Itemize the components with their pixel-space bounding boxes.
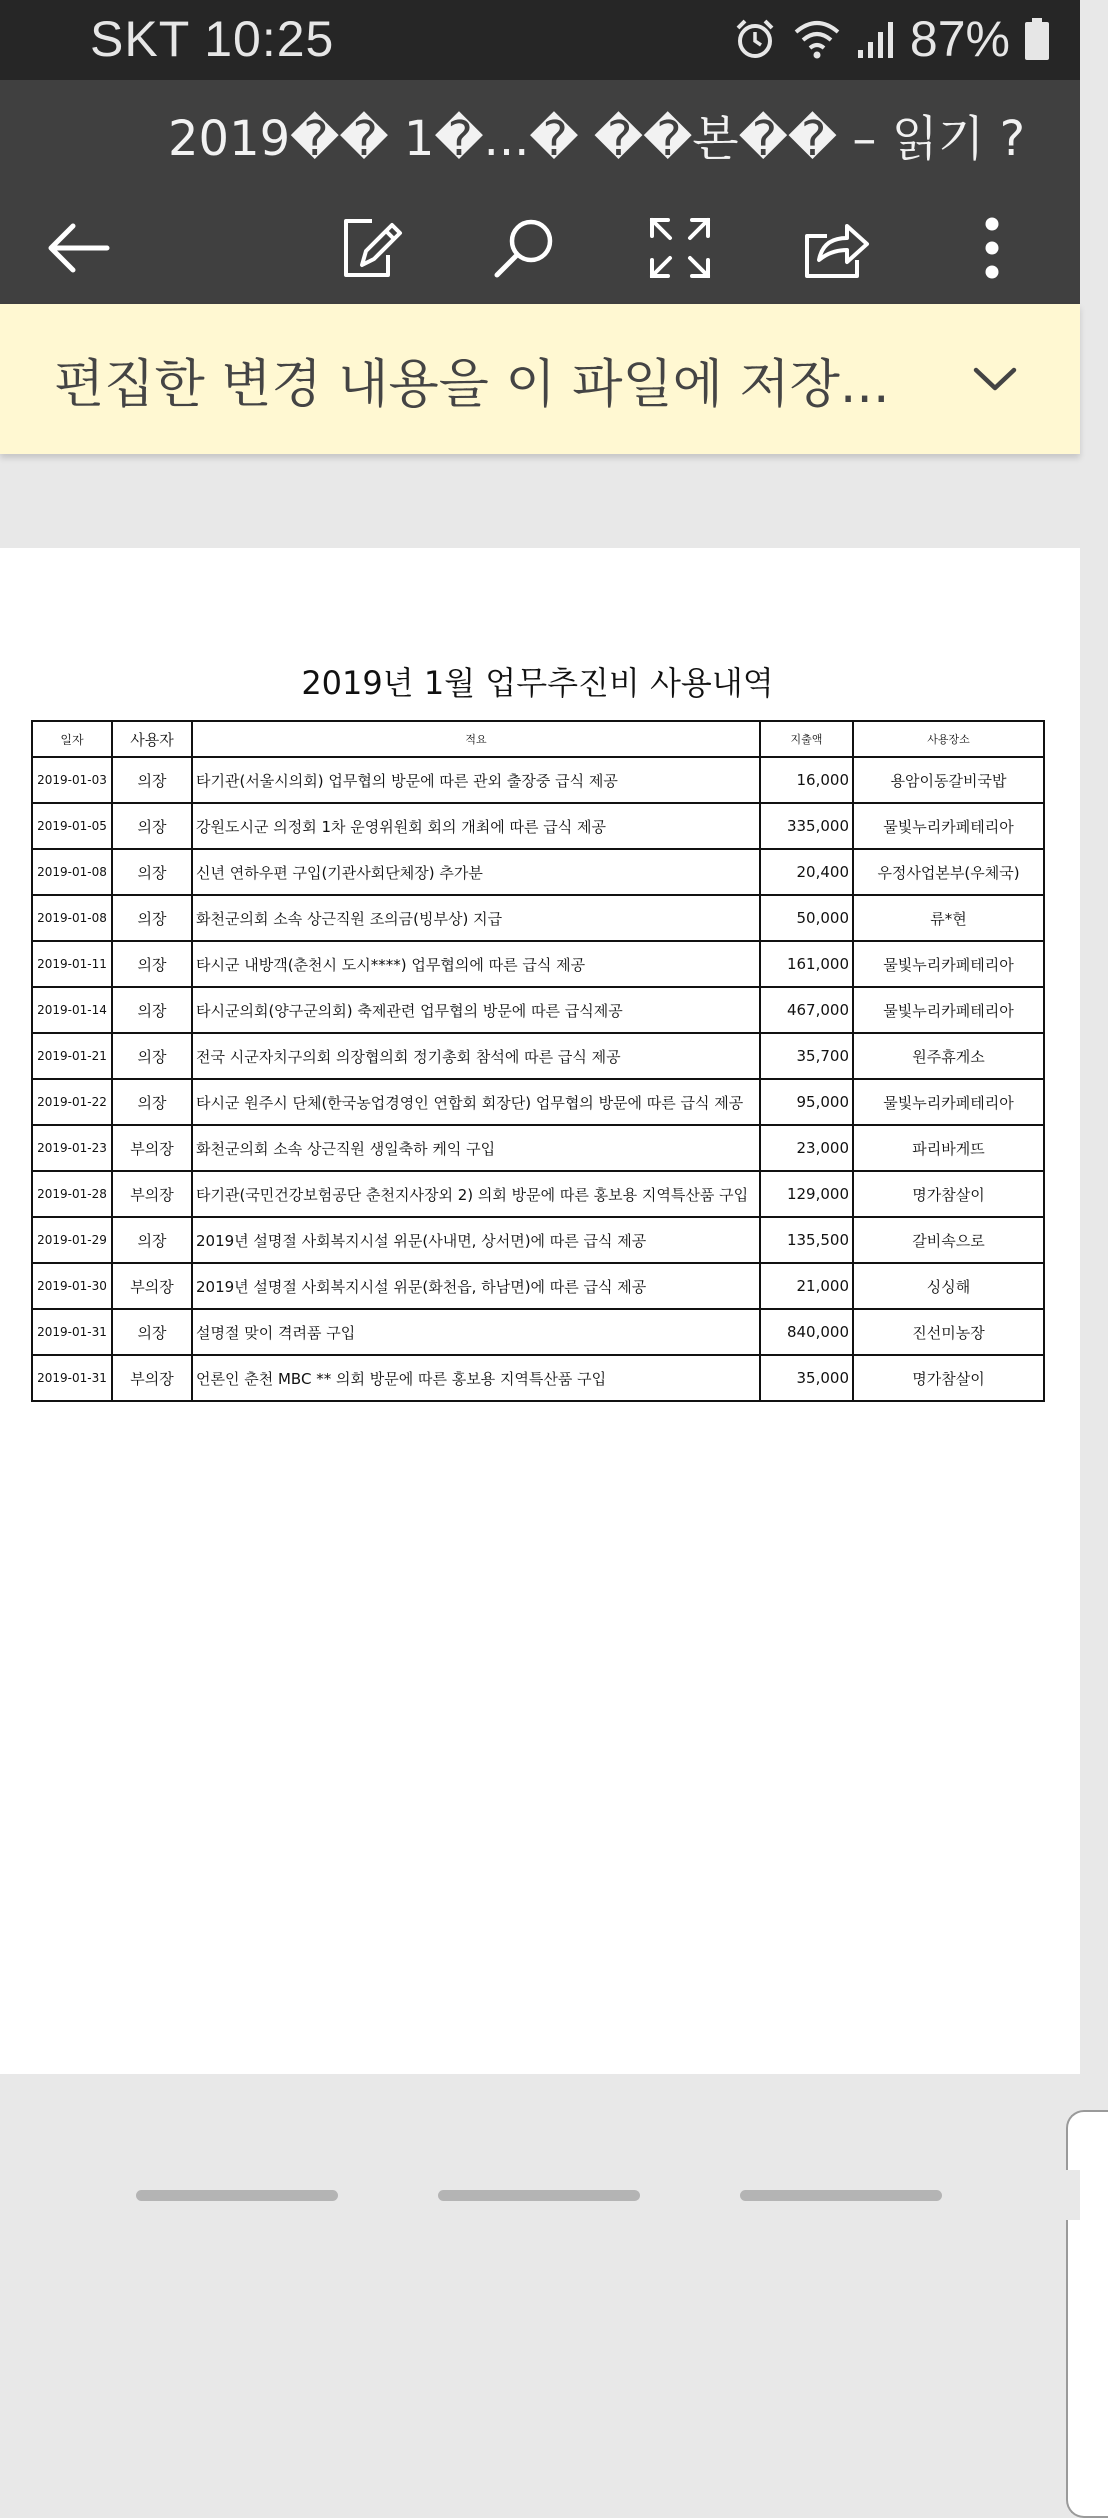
cell-date: 2019-01-23 — [32, 1125, 112, 1171]
cell-user: 부의장 — [112, 1355, 192, 1401]
cell-user: 의장 — [112, 849, 192, 895]
cell-amount: 335,000 — [760, 803, 853, 849]
cell-user: 부의장 — [112, 1263, 192, 1309]
cell-amount: 35,700 — [760, 1033, 853, 1079]
cell-description: 타시군 내방객(춘천시 도시****) 업무협의에 따른 급식 제공 — [192, 941, 760, 987]
cell-description: 2019년 설명절 사회복지시설 위문(사내면, 상서면)에 따른 급식 제공 — [192, 1217, 760, 1263]
cell-user: 의장 — [112, 1079, 192, 1125]
back-arrow-icon — [43, 218, 113, 282]
save-changes-text: 편집한 변경 내용을 이 파일에 저장... — [54, 355, 890, 415]
edit-icon — [340, 215, 404, 285]
table-header-row — [32, 721, 1044, 757]
table-row — [32, 1309, 1044, 1355]
toolbar — [0, 190, 1080, 304]
cell-amount: 20,400 — [760, 849, 853, 895]
more-vert-icon — [982, 216, 1002, 284]
cell-date: 2019-01-28 — [32, 1171, 112, 1217]
cell-date: 2019-01-31 — [32, 1355, 112, 1401]
nav-recent-apps[interactable] — [136, 2190, 338, 2201]
cell-date: 2019-01-08 — [32, 895, 112, 941]
cell-amount: 35,000 — [760, 1355, 853, 1401]
cell-user: 의장 — [112, 987, 192, 1033]
column-header-description: 적요 — [192, 721, 760, 757]
cell-description: 강원도시군 의정회 1차 운영위원회 회의 개최에 따른 급식 제공 — [192, 803, 760, 849]
cell-place: 용암이동갈비국밥 — [853, 757, 1044, 803]
table-row — [32, 849, 1044, 895]
expense-table — [31, 720, 1045, 1402]
more-options-button[interactable] — [942, 200, 1042, 300]
fullscreen-button[interactable] — [630, 200, 730, 300]
cell-user: 부의장 — [112, 1171, 192, 1217]
cell-description: 설명절 맞이 격려품 구입 — [192, 1309, 760, 1355]
signal-icon — [856, 16, 896, 62]
cell-date: 2019-01-31 — [32, 1309, 112, 1355]
cell-user: 의장 — [112, 1217, 192, 1263]
document-page — [0, 548, 1080, 2074]
app-header — [0, 80, 1080, 304]
table-row — [32, 1079, 1044, 1125]
back-button[interactable] — [28, 200, 128, 300]
cell-place: 명가참살이 — [853, 1171, 1044, 1217]
cell-amount: 840,000 — [760, 1309, 853, 1355]
cell-place: 파리바게뜨 — [853, 1125, 1044, 1171]
status-bar — [0, 0, 1080, 80]
cell-date: 2019-01-21 — [32, 1033, 112, 1079]
cell-description: 전국 시군자치구의회 의장협의회 정기총회 참석에 따른 급식 제공 — [192, 1033, 760, 1079]
cell-user: 부의장 — [112, 1125, 192, 1171]
battery-icon — [1024, 16, 1050, 62]
cell-date: 2019-01-03 — [32, 757, 112, 803]
cell-amount: 23,000 — [760, 1125, 853, 1171]
document-title: 2019�� 1�...� ��본�� – 읽기 ? — [168, 111, 1026, 167]
cell-user: 의장 — [112, 941, 192, 987]
cell-amount: 16,000 — [760, 757, 853, 803]
cell-place: 류*현 — [853, 895, 1044, 941]
cell-amount: 21,000 — [760, 1263, 853, 1309]
column-header-amount: 지출액 — [760, 721, 853, 757]
search-icon — [491, 215, 557, 285]
cell-description: 타시군 원주시 단체(한국농업경영인 연합회 회장단) 업무협의 방문에 따른 급식 제공 — [192, 1079, 760, 1125]
search-button[interactable] — [474, 200, 574, 300]
column-header-place: 사용장소 — [853, 721, 1044, 757]
cell-place: 명가참살이 — [853, 1355, 1044, 1401]
table-row — [32, 1125, 1044, 1171]
table-row — [32, 987, 1044, 1033]
cell-amount: 161,000 — [760, 941, 853, 987]
cell-description: 타기관(국민건강보험공단 춘천지사장외 2) 의회 방문에 따른 홍보용 지역특산품 구입 — [192, 1171, 760, 1217]
table-row — [32, 895, 1044, 941]
cell-amount: 135,500 — [760, 1217, 853, 1263]
cell-date: 2019-01-08 — [32, 849, 112, 895]
table-body — [32, 757, 1044, 1401]
cell-date: 2019-01-14 — [32, 987, 112, 1033]
cell-amount: 50,000 — [760, 895, 853, 941]
table-row — [32, 1355, 1044, 1401]
cell-place: 진선미농장 — [853, 1309, 1044, 1355]
save-changes-banner[interactable] — [0, 304, 1080, 454]
table-row — [32, 757, 1044, 803]
cell-date: 2019-01-30 — [32, 1263, 112, 1309]
cell-user: 의장 — [112, 757, 192, 803]
table-row — [32, 1217, 1044, 1263]
table-row — [32, 803, 1044, 849]
carrier-time: SKT 10:25 — [90, 11, 335, 67]
cell-place: 싱싱해 — [853, 1263, 1044, 1309]
cell-place: 갈비속으로 — [853, 1217, 1044, 1263]
nav-home[interactable] — [438, 2190, 640, 2201]
cell-date: 2019-01-22 — [32, 1079, 112, 1125]
cell-place: 우정사업본부(우체국) — [853, 849, 1044, 895]
fullscreen-icon — [648, 216, 712, 284]
cell-place: 물빛누리카페테리아 — [853, 987, 1044, 1033]
alarm-icon — [732, 16, 778, 62]
cell-amount: 467,000 — [760, 987, 853, 1033]
battery-level: 87% — [909, 11, 1010, 67]
column-header-user: 사용자 — [112, 721, 192, 757]
table-row — [32, 1263, 1044, 1309]
cell-description: 타시군의회(양구군의회) 축제관련 업무협의 방문에 따른 급식제공 — [192, 987, 760, 1033]
cell-date: 2019-01-29 — [32, 1217, 112, 1263]
cell-description: 타기관(서울시의회) 업무협의 방문에 따른 관외 출장중 급식 제공 — [192, 757, 760, 803]
cell-place: 원주휴게소 — [853, 1033, 1044, 1079]
column-header-date: 일자 — [32, 721, 112, 757]
cell-user: 의장 — [112, 1309, 192, 1355]
cell-place: 물빛누리카페테리아 — [853, 941, 1044, 987]
cell-description: 언론인 춘천 MBC ** 의회 방문에 따른 홍보용 지역특산품 구입 — [192, 1355, 760, 1401]
cell-user: 의장 — [112, 1033, 192, 1079]
wifi-icon — [792, 16, 842, 62]
nav-back[interactable] — [740, 2190, 942, 2201]
cell-date: 2019-01-05 — [32, 803, 112, 849]
cell-date: 2019-01-11 — [32, 941, 112, 987]
chevron-down-icon[interactable] — [970, 354, 1020, 404]
sheet-title: 2019년 1월 업무추진비 사용내역 — [301, 664, 774, 702]
cell-description: 화천군의회 소속 상근직원 조의금(빙부상) 지급 — [192, 895, 760, 941]
share-button[interactable] — [786, 200, 886, 300]
cell-user: 의장 — [112, 803, 192, 849]
status-icons — [732, 10, 1050, 68]
table-row — [32, 1033, 1044, 1079]
cell-place: 물빛누리카페테리아 — [853, 803, 1044, 849]
cell-description: 화천군의회 소속 상근직원 생일축하 케익 구입 — [192, 1125, 760, 1171]
cell-place: 물빛누리카페테리아 — [853, 1079, 1044, 1125]
table-row — [32, 1171, 1044, 1217]
edit-button[interactable] — [322, 200, 422, 300]
cell-amount: 95,000 — [760, 1079, 853, 1125]
cell-description: 2019년 설명절 사회복지시설 위문(화천읍, 하남면)에 따른 급식 제공 — [192, 1263, 760, 1309]
cell-amount: 129,000 — [760, 1171, 853, 1217]
navigation-bar — [0, 2170, 1080, 2220]
cell-user: 의장 — [112, 895, 192, 941]
table-row — [32, 941, 1044, 987]
cell-description: 신년 연하우편 구입(기관사회단체장) 추가분 — [192, 849, 760, 895]
share-icon — [801, 216, 871, 284]
